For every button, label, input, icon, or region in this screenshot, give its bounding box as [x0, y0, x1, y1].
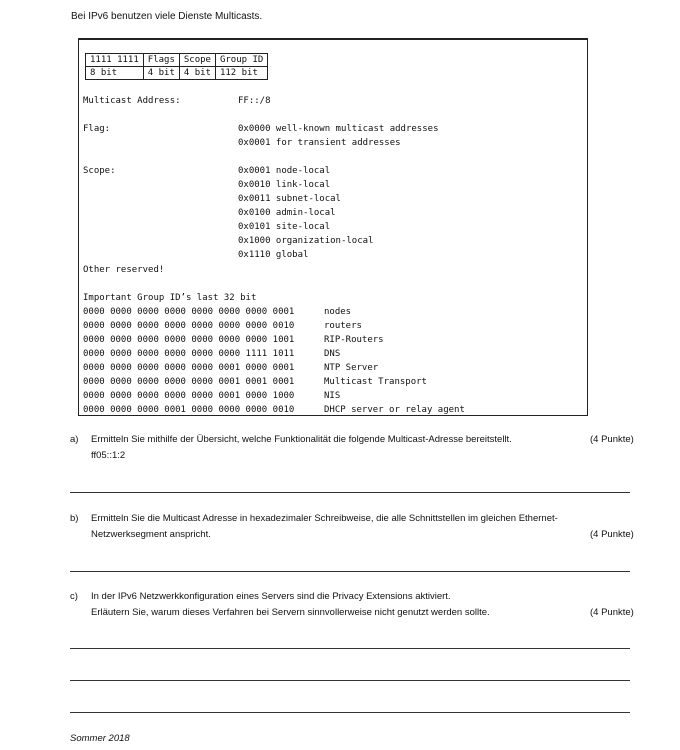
group-id-bits: 0000 0000 0000 0000 0000 0000 0000 1001	[83, 335, 295, 345]
question-c-line2: Erläutern Sie, warum dieses Verfahren bei Servern sinnvollerweise nicht genutzt werden sollte.	[91, 607, 490, 618]
group-id-bits: 0000 0000 0000 0000 0000 0001 0001 0001	[83, 377, 295, 387]
format-size-group-id: 112 bit	[215, 67, 267, 80]
group-id-name: nodes	[324, 307, 352, 317]
group-id-name: Multicast Transport	[324, 377, 427, 387]
scope-value: 0x0001 node-local	[238, 166, 331, 176]
format-cell-scope: Scope	[179, 54, 215, 67]
footer-term: Sommer 2018	[70, 733, 130, 744]
scope-value: 0x0010 link-local	[238, 180, 331, 190]
answer-line[interactable]	[70, 712, 630, 713]
question-c-label: c)	[70, 591, 78, 602]
format-header-row	[86, 54, 268, 67]
question-a-address: ff05::1:2	[91, 450, 126, 461]
flag-value: 0x0000 well-known multicast addresses	[238, 124, 439, 134]
scope-value: 0x0101 site-local	[238, 222, 331, 232]
group-id-heading: Important Group ID’s last 32 bit	[83, 293, 257, 303]
format-cell-prefix: 1111 1111	[86, 54, 144, 67]
format-cell-group-id: Group ID	[215, 54, 267, 67]
group-id-name: DHCP server or relay agent	[324, 405, 465, 415]
scope-value: 0x1000 organization-local	[238, 236, 374, 246]
group-id-bits: 0000 0000 0000 0001 0000 0000 0000 0010	[83, 405, 295, 415]
group-id-bits: 0000 0000 0000 0000 0000 0001 0000 0001	[83, 363, 295, 373]
scope-value: 0x1110 global	[238, 250, 309, 260]
format-size-flags: 4 bit	[143, 67, 179, 80]
question-b-line2: Netzwerksegment anspricht.	[91, 529, 211, 540]
intro-text: Bei IPv6 benutzen viele Dienste Multicasts.	[71, 11, 263, 22]
flag-label: Flag:	[83, 124, 111, 134]
address-format-table	[85, 53, 268, 80]
format-cell-flags: Flags	[143, 54, 179, 67]
answer-line[interactable]	[70, 571, 630, 572]
other-reserved-note: Other reserved!	[83, 265, 165, 275]
question-c-points: (4 Punkte)	[590, 607, 634, 618]
answer-line[interactable]	[70, 680, 630, 681]
scope-value: 0x0100 admin-local	[238, 208, 336, 218]
group-id-name: RIP-Routers	[324, 335, 384, 345]
question-b-label: b)	[70, 513, 79, 524]
question-a-points: (4 Punkte)	[590, 434, 634, 445]
question-a-label: a)	[70, 434, 79, 445]
answer-line[interactable]	[70, 492, 630, 493]
group-id-bits: 0000 0000 0000 0000 0000 0001 0000 1000	[83, 391, 295, 401]
group-id-bits: 0000 0000 0000 0000 0000 0000 1111 1011	[83, 349, 295, 359]
multicast-label: Multicast Address:	[83, 96, 181, 106]
question-c-line1: In der IPv6 Netzwerkkonfiguration eines Servers sind die Privacy Extensions aktiviert.	[91, 591, 451, 602]
answer-line[interactable]	[70, 648, 630, 649]
multicast-value: FF::/8	[238, 96, 271, 106]
scope-label: Scope:	[83, 166, 116, 176]
question-a-text: Ermitteln Sie mithilfe der Übersicht, welche Funktionalität die folgende Multicast-Adresse bereitstellt.	[91, 434, 512, 445]
group-id-name: NIS	[324, 391, 341, 401]
flag-value: 0x0001 for transient addresses	[238, 138, 401, 148]
scope-value: 0x0011 subnet-local	[238, 194, 341, 204]
format-size-scope: 4 bit	[179, 67, 215, 80]
group-id-name: routers	[324, 321, 362, 331]
format-size-prefix: 8 bit	[86, 67, 144, 80]
question-b-points: (4 Punkte)	[590, 529, 634, 540]
group-id-bits: 0000 0000 0000 0000 0000 0000 0000 0010	[83, 321, 295, 331]
question-b-line1: Ermitteln Sie die Multicast Adresse in hexadezimaler Schreibweise, die alle Schnittstellen im gleichen Ethernet-	[91, 513, 558, 524]
group-id-name: DNS	[324, 349, 341, 359]
group-id-name: NTP Server	[324, 363, 379, 373]
group-id-bits: 0000 0000 0000 0000 0000 0000 0000 0001	[83, 307, 295, 317]
format-size-row	[86, 67, 268, 80]
